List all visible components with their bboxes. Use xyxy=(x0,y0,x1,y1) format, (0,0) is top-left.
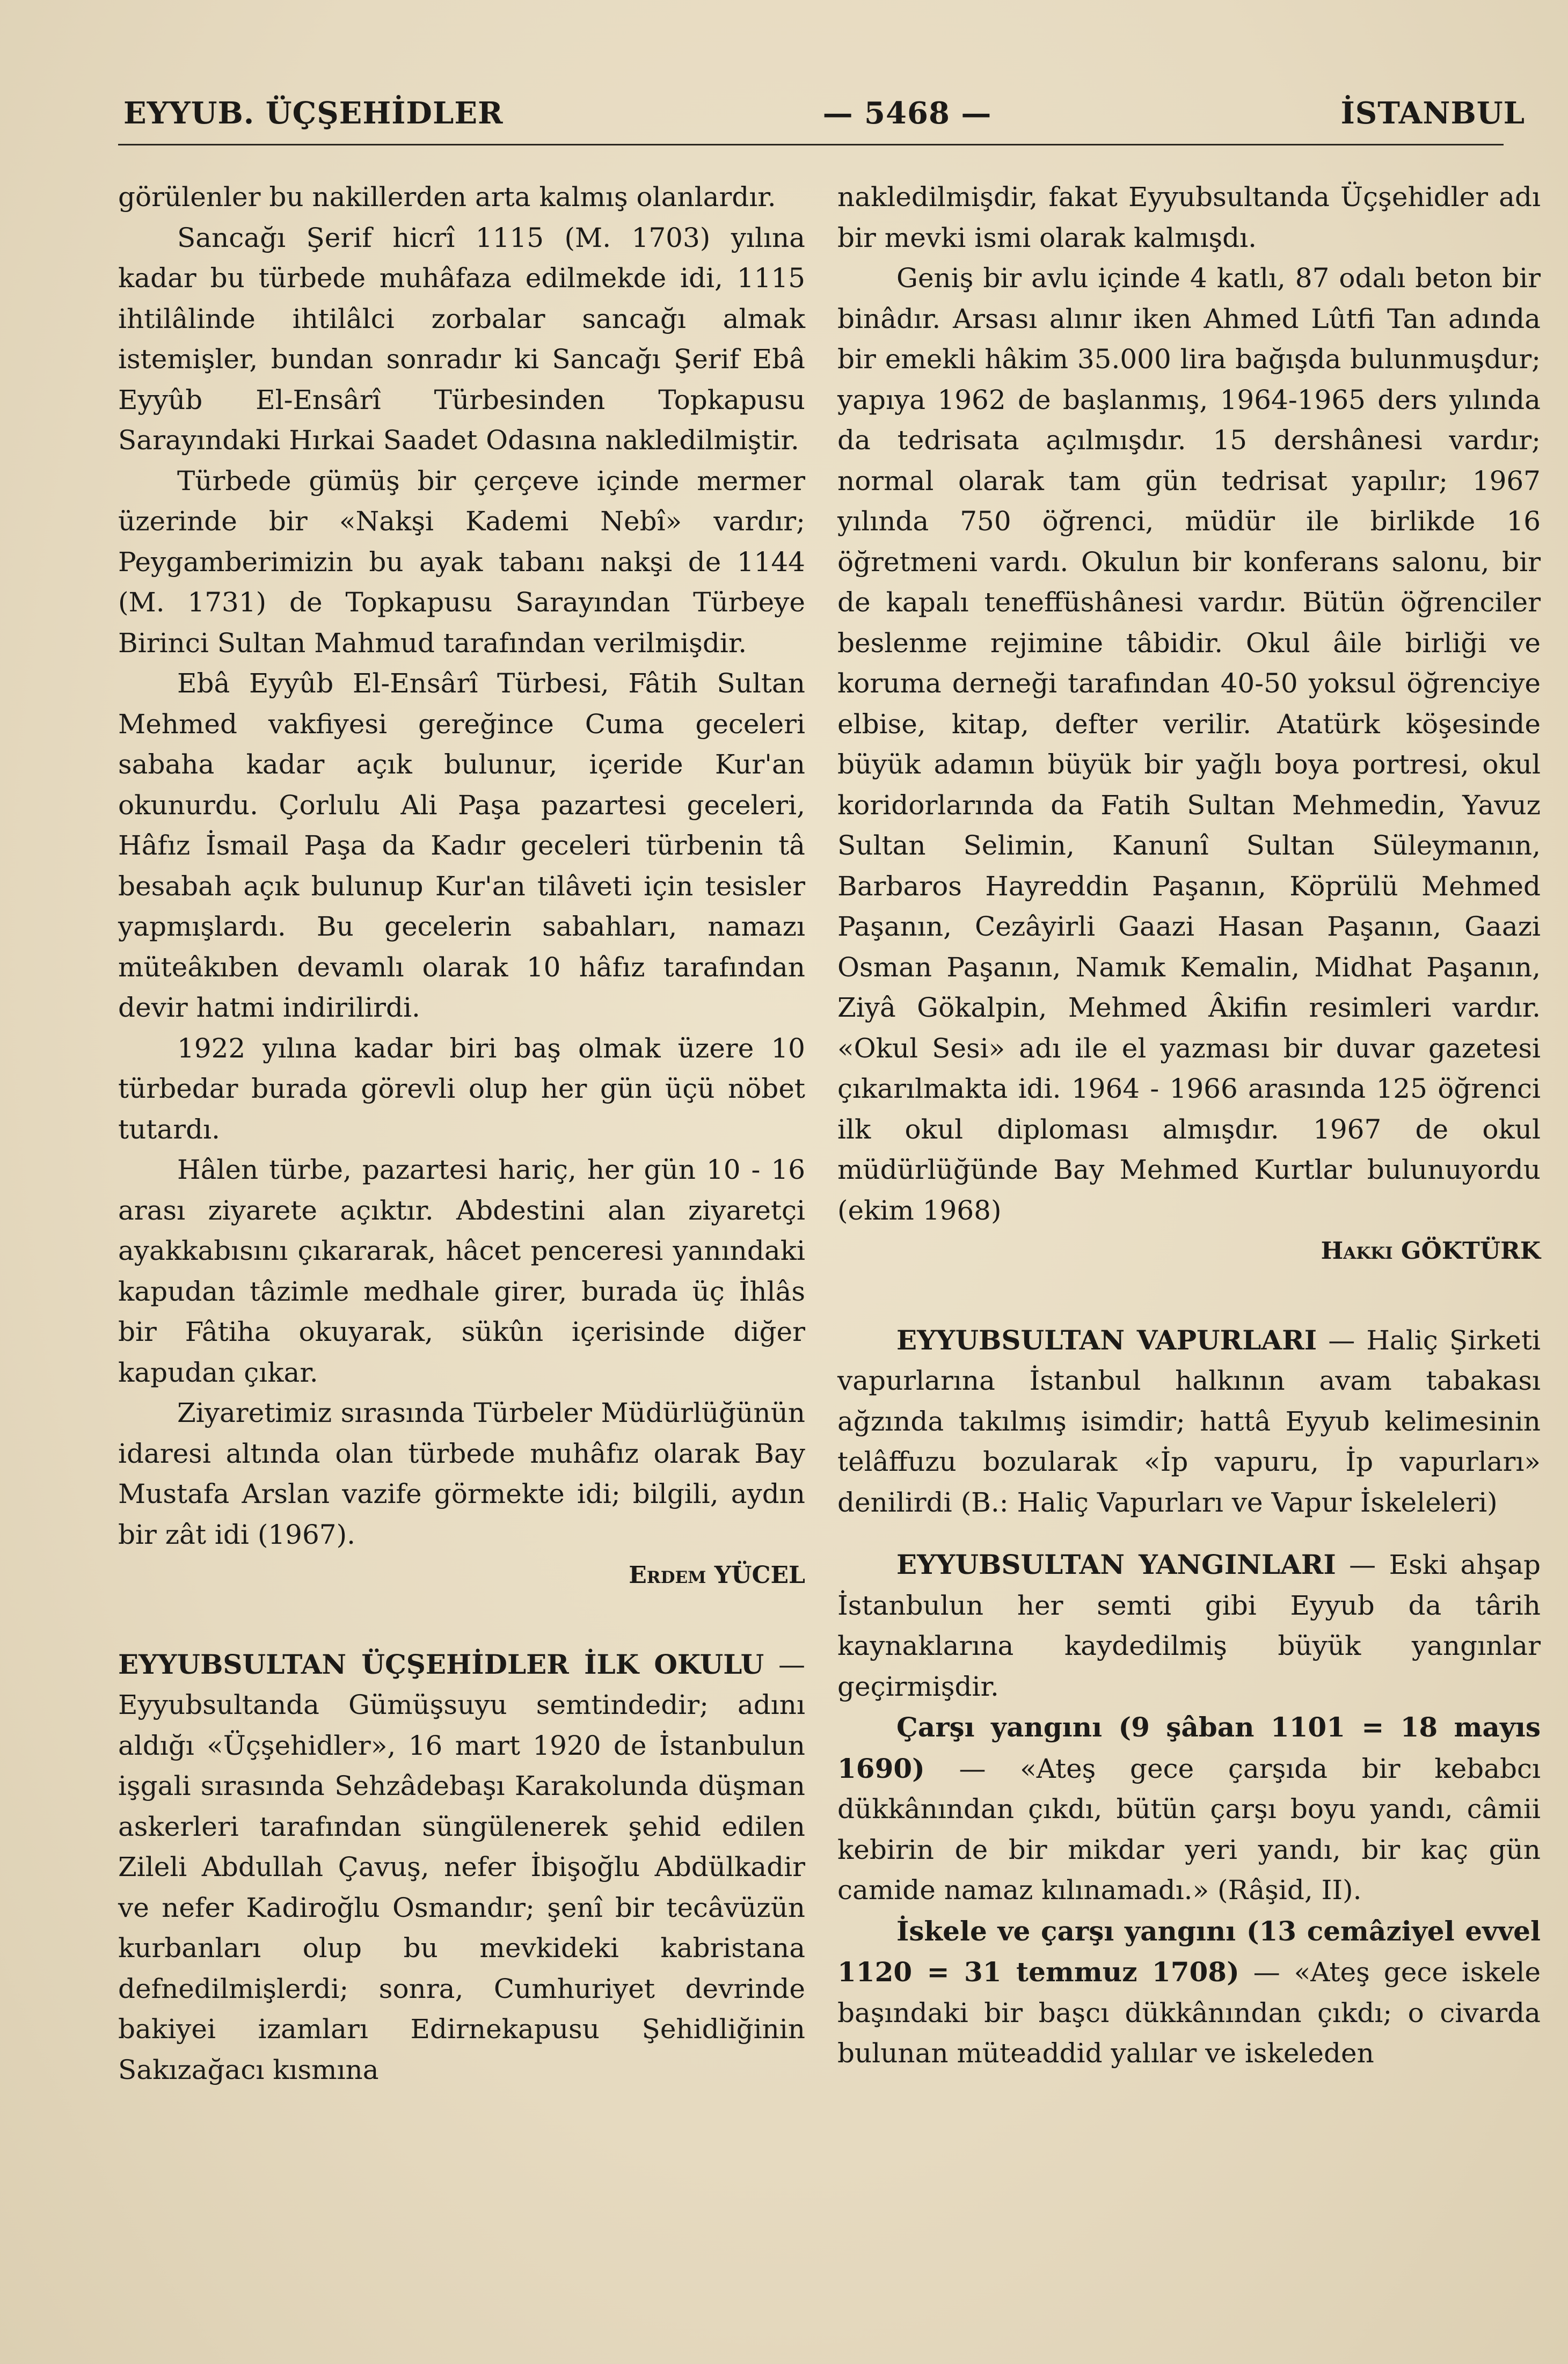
sub-entry-title: Çarşı yangını (9 şâban 1101 = 18 mayıs 1690) xyxy=(837,1711,1541,1784)
paragraph: Geniş bir avlu içinde 4 katlı, 87 odalı beton bir binâdır. Arsası alınır iken Ahmed Lûtfi Tan adında bir emekli hâkim 35.000 lira bağışda bulunmuşdur; yapıya 1962 de başlanmış, 1964-1965 ders yılında da tedrisata açılmışdır. 15 dershânesi vardır; normal olarak tam gün tedrisat yapılır; 1967 yılında 750 öğrenci, müdür ile birlikde 16 öğretmeni vardı. Okulun bir konferans salonu, bir de kapalı teneffüshânesi vardır. Bütün öğrenciler beslenme rejimine tâbidir. Okul âile birliği ve koruma derneği tarafından 40-50 yoksul öğrenciye elbise, kitap, defter verilir. Atatürk köşesinde büyük adamın büyük bir yağlı boya portresi, okul koridorlarında da Fatih Sultan Mehmedin, Yavuz Sultan Selimin, Kanunî Sultan Süleymanın, Barbaros Hayreddin Paşanın, Köprülü Mehmed Paşanın, Cezâyirli Gaazi Hasan Paşanın, Gaazi Osman Paşanın, Namık Kemalin, Midhat Paşanın, Ziyâ Gökalpin, Mehmed Âkifin resimleri vardır. «Okul Sesi» adı ile el yazması bir duvar gazetesi çıkarılmakta idi. 1964 - 1966 arasında 125 öğrenci ilk okul diploması almışdır. 1967 de okul müdürlüğünde Bay Mehmed Kurtlar bulunuyordu (ekim 1968) xyxy=(837,262,1541,1226)
sub-entry-text: — «Ateş gece iskele başındaki bir başcı dükkânından çıkdı; o civarda bulunan müteaddid yalılar ve iskeleden xyxy=(837,1957,1541,2069)
entry xyxy=(837,1320,1541,1523)
spacer xyxy=(118,1596,805,1644)
sub-entry xyxy=(837,1707,1541,1911)
sub-entry-title: İskele ve çarşı yangını (13 cemâziyel evvel 1120 = 31 temmuz 1708) xyxy=(837,1915,1541,1988)
spacer xyxy=(837,1272,1541,1320)
entry-title: EYYUBSULTAN YANGINLARI xyxy=(896,1549,1336,1580)
left-column xyxy=(118,177,805,2090)
entry-text: — Eski ahşap İstanbulun her semti gibi Eyyub da târih kaynaklarına kaydedilmiş büyük yangınlar geçirmişdir. xyxy=(837,1549,1541,1702)
author-signature: Hakkı GÖKTÜRK xyxy=(1321,1237,1541,1265)
page-header xyxy=(113,96,1525,138)
header-volume-title: İSTANBUL xyxy=(1340,96,1525,131)
paragraph: Sancağı Şerif hicrî 1115 (M. 1703) yılına kadar bu türbede muhâfaza edilmekde idi, 1115 ihtilâlinde ihtilâlci zorbalar sancağı almak istemişler, bundan sonradır ki Sancağı Şerif Ebâ Eyyûb El-Ensârî Türbesinden Topkapusu Sarayındaki Hırkai Saadet Odasına nakledilmiştir. xyxy=(118,222,805,456)
sub-entry xyxy=(837,1911,1541,2074)
paragraph: nakledilmişdir, fakat Eyyubsultanda Üçşehidler adı bir mevki ismi olarak kalmışdı. xyxy=(837,181,1541,253)
paragraph: Ebâ Eyyûb El-Ensârî Türbesi, Fâtih Sultan Mehmed vakfiyesi gereğince Cuma geceleri sabaha kadar açık bulunur, içeride Kur'an okunurdu. Çorlulu Ali Paşa pazartesi geceleri, Hâfız İsmail Paşa da Kadır geceleri türbenin tâ besabah açık bulunup Kur'an tilâveti için tesisler yapmışlardı. Bu gecelerin sabahları, namazı müteâkıben devamlı olarak 10 hâfız tarafından devir hatmi indirilirdi. xyxy=(118,668,805,1023)
paragraph: 1922 yılına kadar biri baş olmak üzere 10 türbedar burada görevli olup her gün üçü nöbet tutardı. xyxy=(118,1032,805,1145)
entry xyxy=(118,1644,805,2091)
header-section-title: EYYUB. ÜÇŞEHİDLER xyxy=(123,96,504,131)
paragraph: görülenler bu nakillerden arta kalmış olanlardır. xyxy=(118,181,776,213)
right-column xyxy=(837,177,1541,2074)
header-rule xyxy=(118,144,1504,145)
header-page-number: — 5468 — xyxy=(822,96,992,131)
paragraph: Türbede gümüş bir çerçeve içinde mermer üzerinde bir «Nakşi Kademi Nebî» vardır; Peygamberimizin bu ayak tabanı nakşi de 1144 (M. 1731) de Topkapusu Sarayından Türbeye Birinci Sultan Mahmud tarafından verilmişdir. xyxy=(118,465,805,659)
paragraph: Hâlen türbe, pazartesi hariç, her gün 10 - 16 arası ziyarete açıktır. Abdestini alan ziyaretçi ayakkabısını çıkararak, hâcet penceresi yanındaki kapudan tâzimle medhale girer, burada üç İhlâs bir Fâtiha okuyarak, sükûn içerisinde diğer kapudan çıkar. xyxy=(118,1154,805,1388)
entry-text: — Eyyubsultanda Gümüşsuyu semtindedir; adını aldığı «Üçşehidler», 16 mart 1920 de İstanbulun işgali sırasında Sehzâdebaşı Karakolunda düşman askerleri tarafından süngülenerek şehid edilen Zileli Abdullah Çavuş, nefer İbişoğlu Abdülkadir ve nefer Kadiroğlu Osmandır; şenî bir tecâvüzün kurbanları olup bu mevkideki kabristana defnedilmişlerdi; sonra, Cumhuriyet devrinde bakiyei izamları Edirnekapusu Şehidliğinin Sakızağacı kısmına xyxy=(118,1648,805,2085)
entry-title: EYYUBSULTAN ÜÇŞEHİDLER İLK OKULU xyxy=(118,1648,764,1680)
author-signature: Erdem YÜCEL xyxy=(629,1562,805,1589)
paragraph: Ziyaretimiz sırasında Türbeler Müdürlüğünün idaresi altında olan türbede muhâfız olarak Bay Mustafa Arslan vazife görmekte idi; bilgili, aydın bir zât idi (1967). xyxy=(118,1397,805,1550)
spacer xyxy=(837,1523,1541,1544)
entry-text: — Haliç Şirketi vapurlarına İstanbul halkının avam tabakası ağzında takılmış isimdir; hattâ Eyyub kelimesinin telâffuzu bozularak «İp vapuru, İp vapurları» denilirdi (B.: Haliç Vapurları ve Vapur İskeleleri) xyxy=(837,1324,1541,1518)
entry xyxy=(837,1544,1541,1707)
sub-entry-text: — «Ateş gece çarşıda bir kebabcı dükkânından çıkdı, bütün çarşı boyu yandı, câmii kebirin de bir mikdar yeri yandı, bir kaç gün camide namaz kılınamadı.» (Râşid, II). xyxy=(837,1753,1541,1906)
entry-title: EYYUBSULTAN VAPURLARI xyxy=(896,1324,1317,1356)
